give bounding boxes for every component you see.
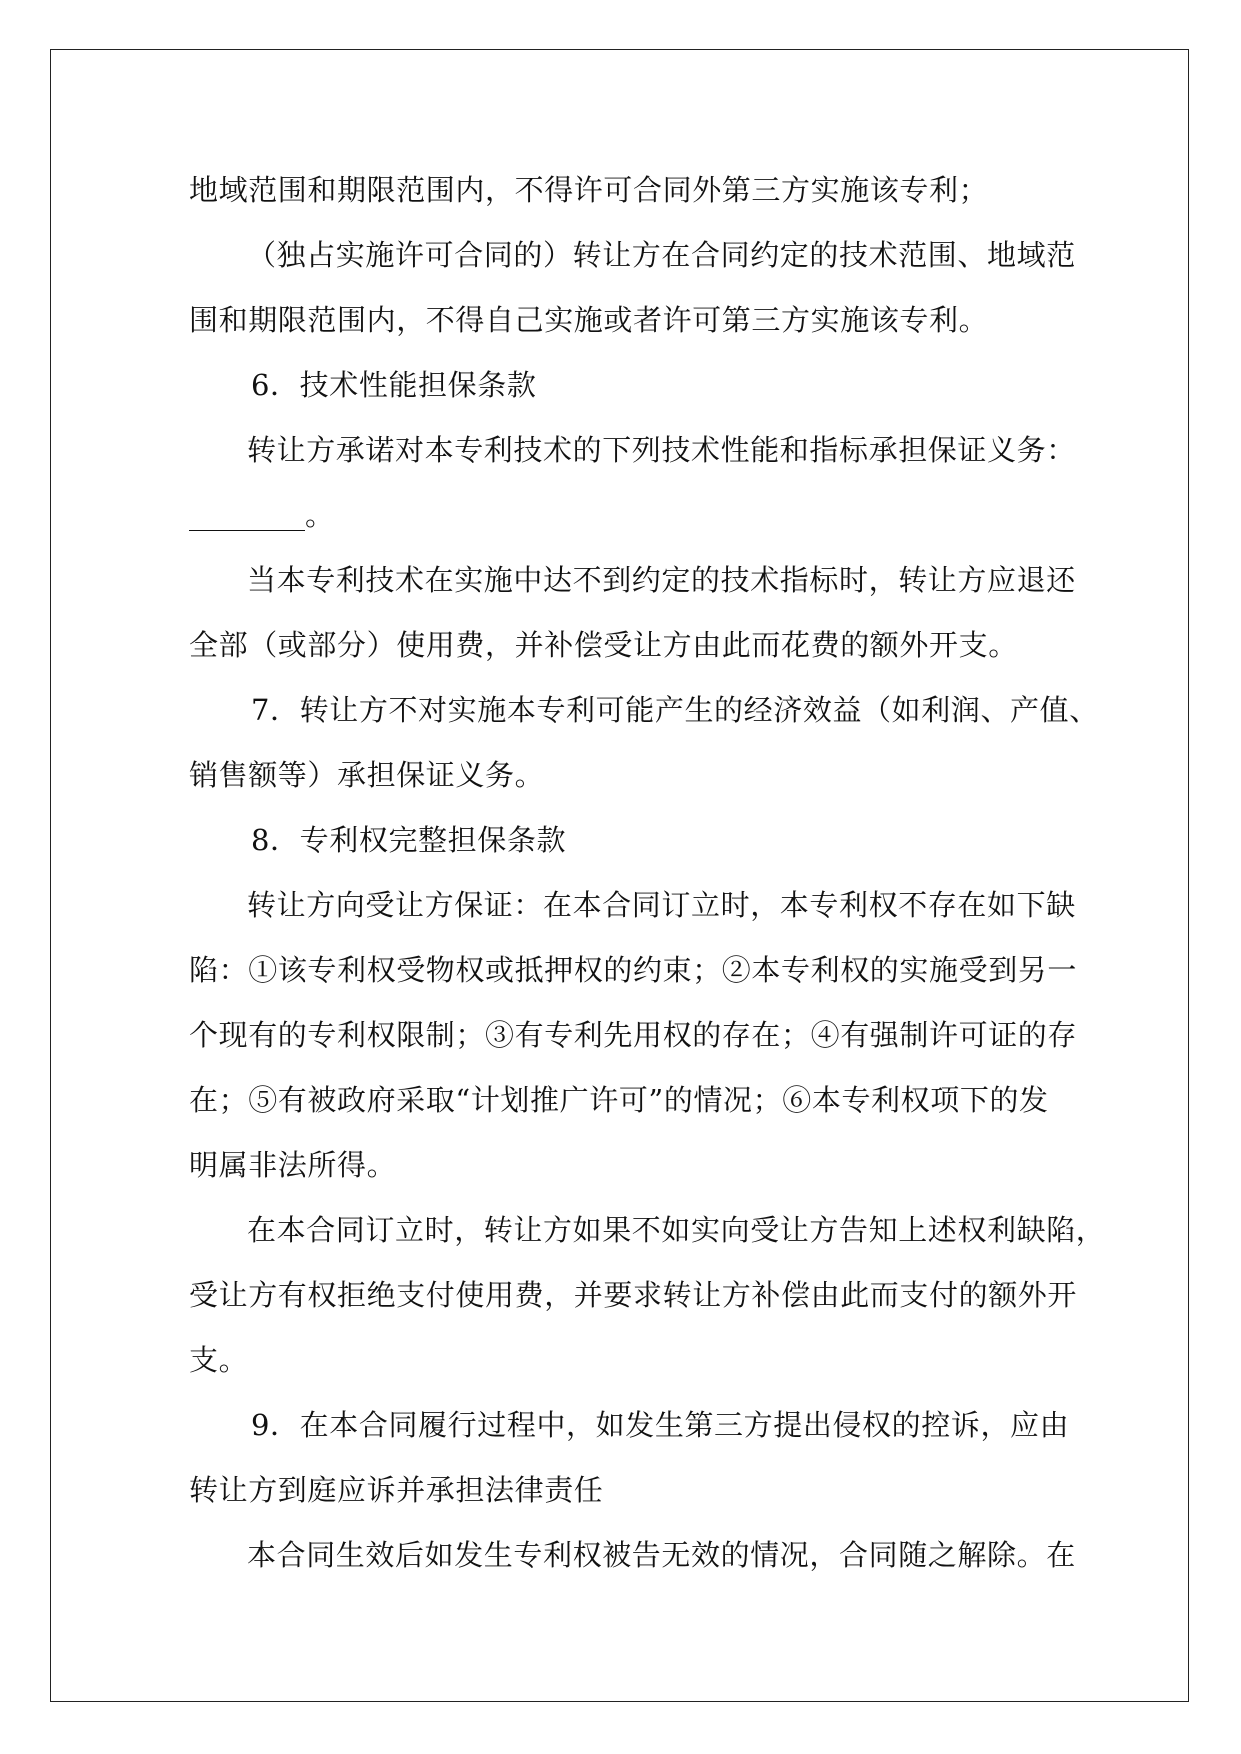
text-line: 围和期限范围内，不得自己实施或者许可第三方实施该专利。 bbox=[189, 303, 989, 337]
section-heading-8: 8．专利权完整担保条款 bbox=[251, 823, 567, 857]
text-line: 地域范围和期限范围内，不得许可合同外第三方实施该专利； bbox=[189, 173, 989, 207]
blank-line bbox=[189, 483, 1049, 548]
text-line: 全部（或部分）使用费，并补偿受让方由此而花费的额外开支。 bbox=[189, 628, 1018, 662]
text-line: 在；⑤有被政府采取“计划推广许可”的情况；⑥本专利权项下的发 bbox=[189, 1083, 1049, 1117]
section-heading-9: 9．在本合同履行过程中，如发生第三方提出侵权的控诉，应由 bbox=[251, 1408, 1070, 1442]
section-heading-6: 6．技术性能担保条款 bbox=[251, 368, 537, 402]
text-line: 转让方承诺对本专利技术的下列技术性能和指标承担保证义务： bbox=[247, 433, 1076, 467]
text-line: 当本专利技术在实施中达不到约定的技术指标时，转让方应退还 bbox=[247, 563, 1076, 597]
text-line: 支。 bbox=[189, 1343, 249, 1377]
text-line: 销售额等）承担保证义务。 bbox=[189, 758, 545, 792]
text-line: 转让方到庭应诉并承担法律责任 bbox=[189, 1473, 604, 1507]
text-line: 本合同生效后如发生专利权被告无效的情况，合同随之解除。在 bbox=[247, 1538, 1076, 1572]
fill-in-blank bbox=[189, 500, 305, 531]
text-line: 在本合同订立时，转让方如果不如实向受让方告知上述权利缺陷， bbox=[247, 1213, 1106, 1247]
text-line: 。 bbox=[305, 498, 335, 532]
text-line: 转让方向受让方保证：在本合同订立时，本专利权不存在如下缺 bbox=[247, 888, 1076, 922]
text-line: （独占实施许可合同的）转让方在合同约定的技术范围、地域范 bbox=[247, 238, 1076, 272]
text-line: 陷：①该专利权受物权或抵押权的约束；②本专利权的实施受到另一 bbox=[189, 953, 1078, 987]
text-line: 受让方有权拒绝支付使用费，并要求转让方补偿由此而支付的额外开 bbox=[189, 1278, 1078, 1312]
section-heading-7: 7．转让方不对实施本专利可能产生的经济效益（如利润、产值、 bbox=[251, 693, 1099, 727]
text-line: 个现有的专利权限制；③有专利先用权的存在；④有强制许可证的存 bbox=[189, 1018, 1078, 1052]
text-line: 明属非法所得。 bbox=[189, 1148, 397, 1182]
document-body bbox=[189, 158, 1106, 1588]
